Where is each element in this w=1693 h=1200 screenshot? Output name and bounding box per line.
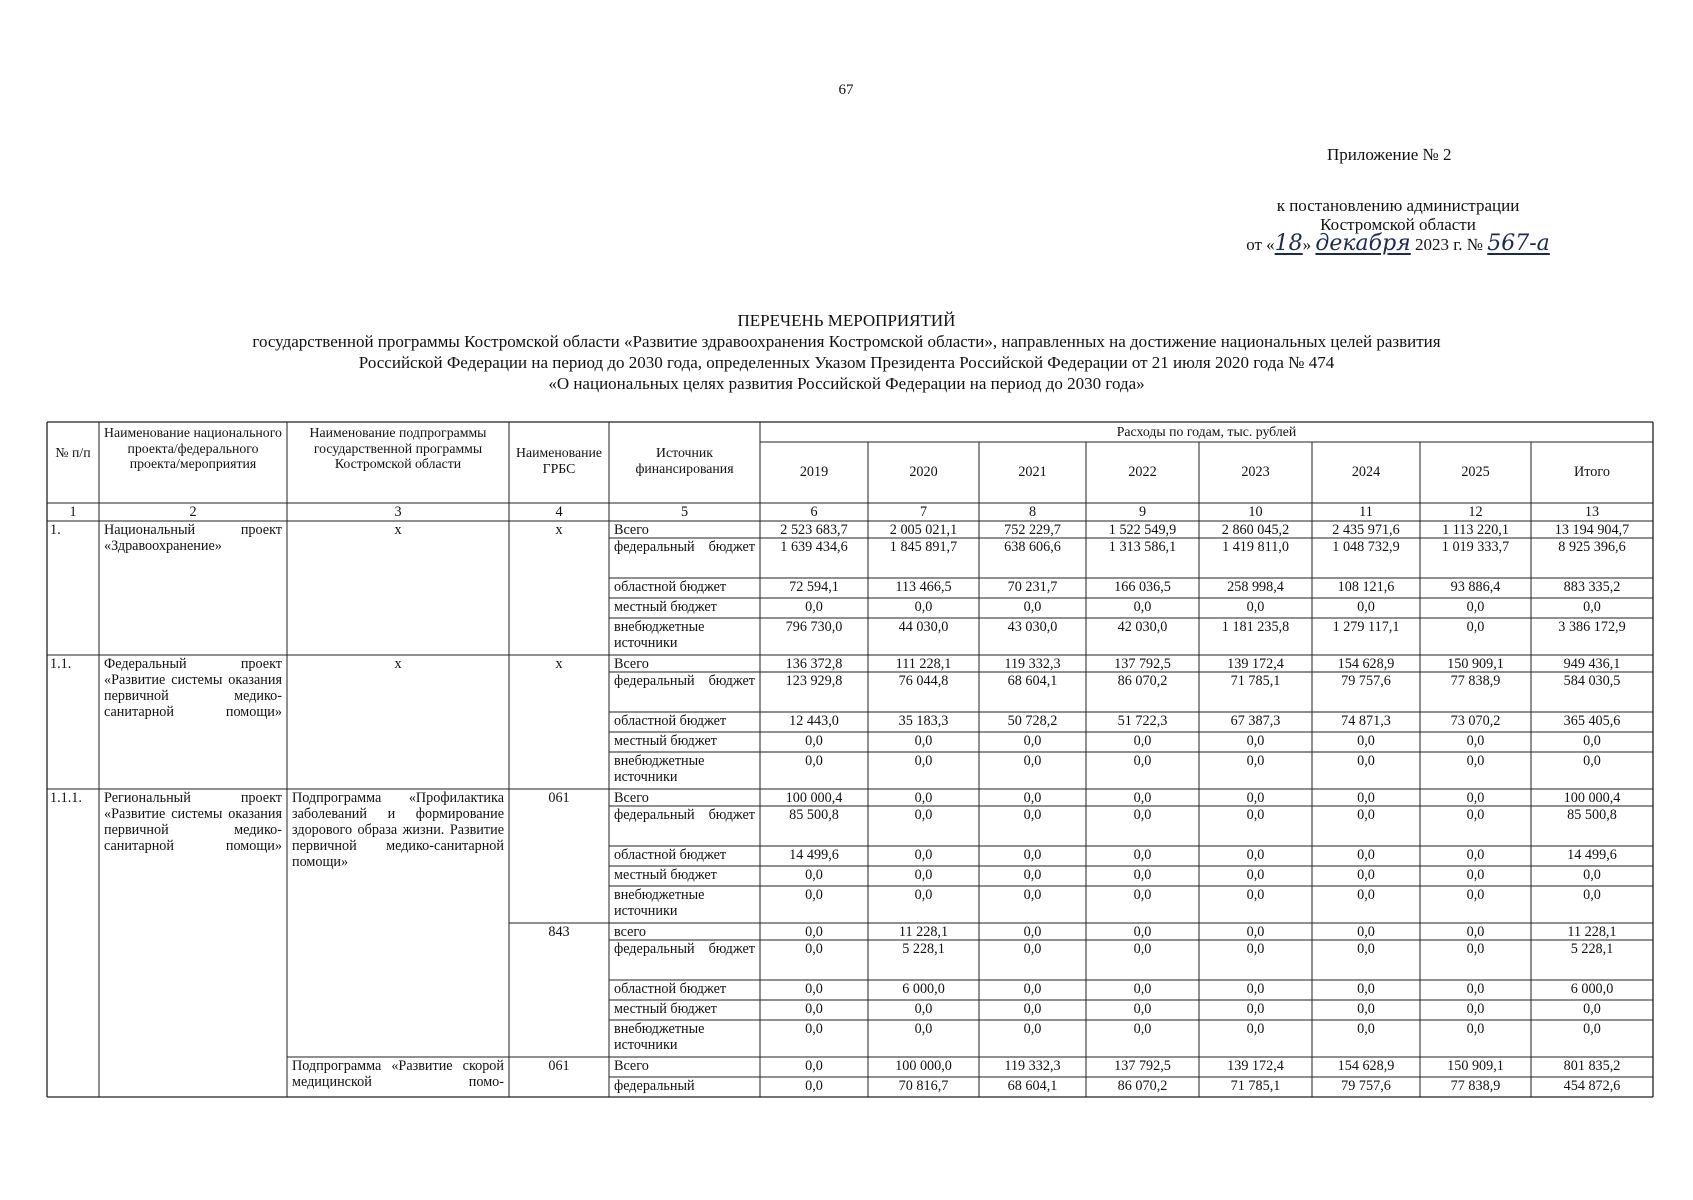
expense-value: 0,0 xyxy=(914,1021,933,1037)
row-number: 1.1.1. xyxy=(50,790,82,806)
page-number: 67 xyxy=(838,82,854,98)
expense-value: 0,0 xyxy=(1246,790,1265,806)
grbs-name: 843 xyxy=(548,924,570,940)
header-source: Источник финансирования xyxy=(635,445,734,476)
expense-value: 0,0 xyxy=(1023,941,1042,957)
expense-value: 0,0 xyxy=(1246,733,1265,749)
expense-value: 5 228,1 xyxy=(1570,941,1614,957)
expense-value: 2 435 971,6 xyxy=(1332,522,1400,538)
funding-source: федеральный бюджет xyxy=(614,941,755,957)
funding-source: областной бюджет xyxy=(614,579,727,595)
expense-value: 67 387,3 xyxy=(1230,713,1281,729)
expense-value: 0,0 xyxy=(1466,599,1485,615)
expense-value: 1 181 235,8 xyxy=(1221,619,1290,635)
expense-value: 949 436,1 xyxy=(1563,656,1621,672)
expense-value: 0,0 xyxy=(1357,887,1375,903)
expense-value: 113 466,5 xyxy=(895,579,952,595)
expense-value: 0,0 xyxy=(805,753,823,769)
expense-value: 2 523 683,7 xyxy=(780,522,848,538)
grbs-name: х xyxy=(555,656,563,672)
expense-value: 0,0 xyxy=(805,1021,823,1037)
expense-value: 0,0 xyxy=(1357,1001,1375,1017)
expense-value: 0,0 xyxy=(914,867,933,883)
expense-value: 0,0 xyxy=(914,790,933,806)
expense-value: 1 313 586,1 xyxy=(1108,539,1177,555)
expense-value: 137 792,5 xyxy=(1114,1058,1171,1074)
expense-value: 0,0 xyxy=(1023,924,1042,940)
expense-value: 86 070,2 xyxy=(1117,1078,1168,1094)
expense-value: 801 835,2 xyxy=(1563,1058,1621,1074)
decree-prefix: от « xyxy=(1246,235,1275,254)
expense-value: 0,0 xyxy=(1133,981,1152,997)
expense-value: 0,0 xyxy=(1023,887,1042,903)
decree-line2: Костромской области xyxy=(1320,215,1476,234)
decree-line1: к постановлению администрации xyxy=(1276,196,1520,215)
grbs-name: 061 xyxy=(548,790,570,806)
expense-value: 454 872,6 xyxy=(1563,1078,1621,1094)
column-number-13: 13 xyxy=(1584,504,1600,520)
funding-source: местный бюджет xyxy=(614,867,717,883)
header-grbs: Наименование ГРБС xyxy=(516,445,602,476)
header-year-5: 2024 xyxy=(1351,464,1381,480)
grbs-name: х xyxy=(555,522,563,538)
expense-value: 0,0 xyxy=(914,887,933,903)
expense-value: 0,0 xyxy=(1023,981,1042,997)
expense-value: 0,0 xyxy=(1133,887,1152,903)
expense-value: 77 838,9 xyxy=(1450,673,1501,689)
expense-value: 0,0 xyxy=(1023,599,1042,615)
expense-value: 0,0 xyxy=(1583,753,1601,769)
funding-source: федеральный бюджет xyxy=(614,807,755,823)
expense-value: 85 500,8 xyxy=(789,807,839,823)
expense-value: 150 909,1 xyxy=(1447,656,1504,672)
expense-value: 0,0 xyxy=(1357,981,1375,997)
column-number-4: 4 xyxy=(555,504,563,520)
expense-value: 0,0 xyxy=(914,1001,933,1017)
expense-value: 79 757,6 xyxy=(1341,673,1391,689)
expense-value: 1 048 732,9 xyxy=(1332,539,1400,555)
expense-value: 0,0 xyxy=(1023,753,1042,769)
expense-value: 6 000,0 xyxy=(1570,981,1614,997)
expense-value: 1 522 549,9 xyxy=(1108,522,1177,538)
expense-value: 44 030,0 xyxy=(898,619,949,635)
expense-value: 0,0 xyxy=(805,981,823,997)
expense-value: 0,0 xyxy=(1357,941,1375,957)
expense-value: 0,0 xyxy=(1357,924,1375,940)
header-year-7: Итого xyxy=(1574,464,1610,480)
expense-value: 0,0 xyxy=(1133,733,1152,749)
expense-value: 154 628,9 xyxy=(1337,656,1395,672)
header-year-0: 2019 xyxy=(799,464,829,480)
expense-value: 0,0 xyxy=(1466,867,1485,883)
expense-value: 108 121,6 xyxy=(1337,579,1395,595)
expense-value: 0,0 xyxy=(1246,924,1265,940)
expense-value: 0,0 xyxy=(1133,941,1152,957)
expense-value: 1 845 891,7 xyxy=(889,539,958,555)
appendix-title: Приложение № 2 xyxy=(1327,145,1452,164)
expense-value: 11 228,1 xyxy=(1567,924,1617,940)
expense-value: 14 499,6 xyxy=(1567,847,1617,863)
row-number: 1.1. xyxy=(50,656,72,672)
expense-value: 584 030,5 xyxy=(1563,673,1621,689)
expense-value: 0,0 xyxy=(1583,887,1601,903)
header-expenses: Расходы по годам, тыс. рублей xyxy=(1116,424,1297,439)
expense-value: 13 194 904,7 xyxy=(1554,522,1630,538)
expense-value: 0,0 xyxy=(1023,867,1042,883)
expense-value: 0,0 xyxy=(1133,753,1152,769)
funding-source: всего xyxy=(614,924,646,940)
grbs-name: 061 xyxy=(548,1058,570,1074)
expense-value: 0,0 xyxy=(1246,1001,1265,1017)
expense-value: 0,0 xyxy=(1246,599,1265,615)
column-number-10: 10 xyxy=(1248,504,1263,520)
expense-value: 0,0 xyxy=(1357,599,1375,615)
expense-value: 139 172,4 xyxy=(1227,656,1284,672)
expense-value: 0,0 xyxy=(1466,847,1485,863)
expense-value: 93 886,4 xyxy=(1450,579,1501,595)
expense-value: 0,0 xyxy=(805,887,823,903)
subprogram-name: Подпрограмма «Развитие скорой медицинской помо- xyxy=(292,1058,504,1090)
decree-month-handwritten: декабря xyxy=(1315,231,1411,256)
expense-value: 0,0 xyxy=(805,941,823,957)
column-number-2: 2 xyxy=(189,504,197,520)
subprogram-name: х xyxy=(394,522,402,538)
funding-source: федеральный xyxy=(614,1078,695,1094)
expense-value: 0,0 xyxy=(1133,1001,1152,1017)
expense-value: 42 030,0 xyxy=(1117,619,1168,635)
expense-value: 100 000,4 xyxy=(1563,790,1621,806)
expense-value: 0,0 xyxy=(1583,1021,1601,1037)
header-year-2: 2021 xyxy=(1018,464,1047,480)
expense-value: 0,0 xyxy=(1023,790,1042,806)
title-line3: Российской Федерации на период до 2030 года, определенных Указом Президента Российской Федерации от 21 июля 2020 года № 474 xyxy=(358,353,1335,372)
expense-value: 50 728,2 xyxy=(1007,713,1058,729)
expense-value: 35 183,3 xyxy=(898,713,949,729)
expense-value: 0,0 xyxy=(1466,941,1485,957)
expense-value: 0,0 xyxy=(805,733,823,749)
expense-value: 72 594,1 xyxy=(789,579,839,595)
expense-value: 0,0 xyxy=(1466,807,1485,823)
expense-value: 0,0 xyxy=(1133,924,1152,940)
expense-value: 51 722,3 xyxy=(1117,713,1168,729)
expense-value: 365 405,6 xyxy=(1563,713,1621,729)
decree-mid: » xyxy=(1302,235,1312,254)
expense-value: 119 332,3 xyxy=(1004,656,1061,672)
expense-value: 1 019 333,7 xyxy=(1441,539,1510,555)
expense-value: 70 231,7 xyxy=(1007,579,1058,595)
expense-value: 1 279 117,1 xyxy=(1332,619,1400,635)
expense-value: 0,0 xyxy=(805,924,823,940)
funding-source: областной бюджет xyxy=(614,847,727,863)
expense-value: 68 604,1 xyxy=(1007,1078,1058,1094)
funding-source: внебюджетные источники xyxy=(614,887,705,919)
expense-value: 0,0 xyxy=(1246,807,1265,823)
subprogram-name: Подпрограмма «Профилактика заболеваний и формирование здорового образа жизни. Развитие первичной медико-санитарной помощи» xyxy=(292,790,504,870)
expense-value: 77 838,9 xyxy=(1450,1078,1501,1094)
project-name: Федеральный проект «Развитие системы оказания первичной медико-санитарной помощи» xyxy=(104,656,282,720)
column-number-1: 1 xyxy=(69,504,77,520)
expense-value: 0,0 xyxy=(1246,867,1265,883)
funding-source: местный бюджет xyxy=(614,1001,717,1017)
decree-day-handwritten: 18 xyxy=(1274,231,1303,256)
expense-value: 154 628,9 xyxy=(1337,1058,1395,1074)
expense-value: 0,0 xyxy=(1357,1021,1375,1037)
funding-source: федеральный бюджет xyxy=(614,673,755,689)
row-number: 1. xyxy=(50,522,61,538)
expense-value: 139 172,4 xyxy=(1227,1058,1284,1074)
expense-value: 1 639 434,6 xyxy=(780,539,848,555)
expense-value: 796 730,0 xyxy=(785,619,843,635)
expense-value: 1 419 811,0 xyxy=(1222,539,1289,555)
expense-value: 0,0 xyxy=(1583,867,1601,883)
expense-value: 0,0 xyxy=(914,599,933,615)
expense-value: 0,0 xyxy=(1023,1021,1042,1037)
funding-source: местный бюджет xyxy=(614,599,717,615)
header-year-4: 2023 xyxy=(1241,464,1270,480)
expense-value: 752 229,7 xyxy=(1004,522,1061,538)
expense-value: 73 070,2 xyxy=(1450,713,1501,729)
expense-value: 0,0 xyxy=(1133,790,1152,806)
expense-value: 0,0 xyxy=(914,733,933,749)
expense-value: 68 604,1 xyxy=(1007,673,1058,689)
expense-value: 0,0 xyxy=(1357,790,1375,806)
expense-value: 0,0 xyxy=(1357,733,1375,749)
header-project: Наименование национального проекта/федерального проекта/мероприятия xyxy=(104,425,282,471)
funding-source: областной бюджет xyxy=(614,981,727,997)
header-year-1: 2020 xyxy=(909,464,938,480)
column-number-5: 5 xyxy=(680,504,689,520)
expense-value: 43 030,0 xyxy=(1007,619,1058,635)
funding-source: внебюджетные источники xyxy=(614,1021,705,1053)
expense-value: 0,0 xyxy=(1466,733,1485,749)
funding-source: Всего xyxy=(614,790,649,806)
expense-value: 12 443,0 xyxy=(789,713,839,729)
expense-value: 0,0 xyxy=(1246,981,1265,997)
expense-value: 0,0 xyxy=(805,599,823,615)
expense-value: 0,0 xyxy=(914,847,933,863)
expense-value: 70 816,7 xyxy=(898,1078,949,1094)
decree-year: 2023 г. № xyxy=(1414,235,1483,254)
funding-source: внебюджетные источники xyxy=(614,753,705,785)
expense-value: 2 860 045,2 xyxy=(1221,522,1290,538)
expense-value: 14 499,6 xyxy=(789,847,839,863)
column-number-8: 8 xyxy=(1028,504,1037,520)
funding-source: Всего xyxy=(614,656,649,672)
expense-value: 119 332,3 xyxy=(1004,1058,1061,1074)
expense-value: 6 000,0 xyxy=(902,981,945,997)
expense-value: 0,0 xyxy=(1023,733,1042,749)
funding-source: федеральный бюджет xyxy=(614,539,755,555)
expense-value: 0,0 xyxy=(1466,887,1485,903)
expense-value: 0,0 xyxy=(1466,1001,1485,1017)
expense-value: 0,0 xyxy=(1583,599,1601,615)
header-subprogram: Наименование подпрограммы государственной программы Костромской области xyxy=(309,425,487,471)
expense-value: 0,0 xyxy=(1246,941,1265,957)
expense-value: 76 044,8 xyxy=(898,673,949,689)
expense-value: 0,0 xyxy=(805,1078,823,1094)
expense-value: 0,0 xyxy=(1246,847,1265,863)
expense-value: 0,0 xyxy=(1466,1021,1485,1037)
expense-value: 100 000,4 xyxy=(785,790,843,806)
funding-source: местный бюджет xyxy=(614,733,717,749)
expense-value: 0,0 xyxy=(1133,599,1152,615)
expense-value: 0,0 xyxy=(1246,887,1265,903)
column-number-7: 7 xyxy=(919,504,928,520)
expense-value: 0,0 xyxy=(1133,847,1152,863)
expense-value: 123 929,8 xyxy=(785,673,843,689)
project-name: Национальный проект «Здравоохранение» xyxy=(104,522,282,554)
decree-number-handwritten: 567-а xyxy=(1487,231,1550,256)
expense-value: 0,0 xyxy=(1246,753,1265,769)
expense-value: 85 500,8 xyxy=(1567,807,1617,823)
expense-value: 3 386 172,9 xyxy=(1558,619,1626,635)
title-line2: государственной программы Костромской области «Развитие здравоохранения Костромской области», направленных на достижение национальных целей развития xyxy=(252,332,1441,351)
expense-value: 0,0 xyxy=(1023,847,1042,863)
expense-value: 111 228,1 xyxy=(895,656,952,672)
expense-value: 0,0 xyxy=(1133,1021,1152,1037)
expense-value: 86 070,2 xyxy=(1117,673,1168,689)
header-year-6: 2025 xyxy=(1461,464,1490,480)
expense-value: 136 372,8 xyxy=(785,656,843,672)
expense-value: 0,0 xyxy=(1023,1001,1042,1017)
header-year-3: 2022 xyxy=(1128,464,1157,480)
expense-value: 0,0 xyxy=(1466,753,1485,769)
expense-value: 0,0 xyxy=(805,1001,823,1017)
expense-value: 0,0 xyxy=(1466,619,1485,635)
project-name: Региональный проект «Развитие системы оказания первичной медико-санитарной помощи» xyxy=(104,790,282,854)
expense-value: 0,0 xyxy=(1357,753,1375,769)
subprogram-name: х xyxy=(394,656,402,672)
column-number-9: 9 xyxy=(1138,504,1147,520)
column-number-11: 11 xyxy=(1359,504,1373,520)
column-number-3: 3 xyxy=(394,504,402,520)
expense-value: 0,0 xyxy=(1246,1021,1265,1037)
expense-value: 166 036,5 xyxy=(1114,579,1171,595)
expense-value: 0,0 xyxy=(1357,807,1375,823)
funding-source: Всего xyxy=(614,1058,649,1074)
expense-value: 0,0 xyxy=(1133,867,1152,883)
funding-source: Всего xyxy=(614,522,649,538)
expense-value: 0,0 xyxy=(914,753,933,769)
expense-value: 100 000,0 xyxy=(895,1058,952,1074)
expense-value: 638 606,6 xyxy=(1004,539,1061,555)
expense-value: 71 785,1 xyxy=(1230,1078,1281,1094)
expense-value: 1 113 220,1 xyxy=(1442,522,1509,538)
expense-value: 0,0 xyxy=(914,807,933,823)
expense-value: 258 998,4 xyxy=(1227,579,1284,595)
title-line4: «О национальных целях развития Российской Федерации на период до 2030 года» xyxy=(548,374,1145,393)
expense-value: 0,0 xyxy=(1583,1001,1601,1017)
expense-value: 883 335,2 xyxy=(1563,579,1621,595)
expense-value: 150 909,1 xyxy=(1447,1058,1504,1074)
expense-value: 0,0 xyxy=(1466,981,1485,997)
expense-value: 0,0 xyxy=(1583,733,1601,749)
expense-value: 0,0 xyxy=(805,1058,823,1074)
expense-value: 2 005 021,1 xyxy=(889,522,958,538)
expense-value: 79 757,6 xyxy=(1341,1078,1391,1094)
expense-value: 137 792,5 xyxy=(1114,656,1171,672)
expense-value: 0,0 xyxy=(1466,924,1485,940)
expense-value: 11 228,1 xyxy=(898,924,949,940)
column-number-12: 12 xyxy=(1468,504,1483,520)
expense-value: 0,0 xyxy=(1133,807,1152,823)
expense-value: 0,0 xyxy=(1466,790,1485,806)
expense-value: 0,0 xyxy=(1357,867,1375,883)
expense-value: 0,0 xyxy=(1357,847,1375,863)
funding-source: областной бюджет xyxy=(614,713,727,729)
expense-value: 8 925 396,6 xyxy=(1558,539,1626,555)
header-no: № п/п xyxy=(55,445,91,460)
column-number-6: 6 xyxy=(810,504,818,520)
funding-source: внебюджетные источники xyxy=(614,619,705,651)
expense-value: 5 228,1 xyxy=(902,941,945,957)
expense-value: 74 871,3 xyxy=(1341,713,1391,729)
title-line1: ПЕРЕЧЕНЬ МЕРОПРИЯТИЙ xyxy=(737,311,956,330)
expense-value: 0,0 xyxy=(1023,807,1042,823)
expense-value: 0,0 xyxy=(805,867,823,883)
expense-value: 71 785,1 xyxy=(1230,673,1281,689)
